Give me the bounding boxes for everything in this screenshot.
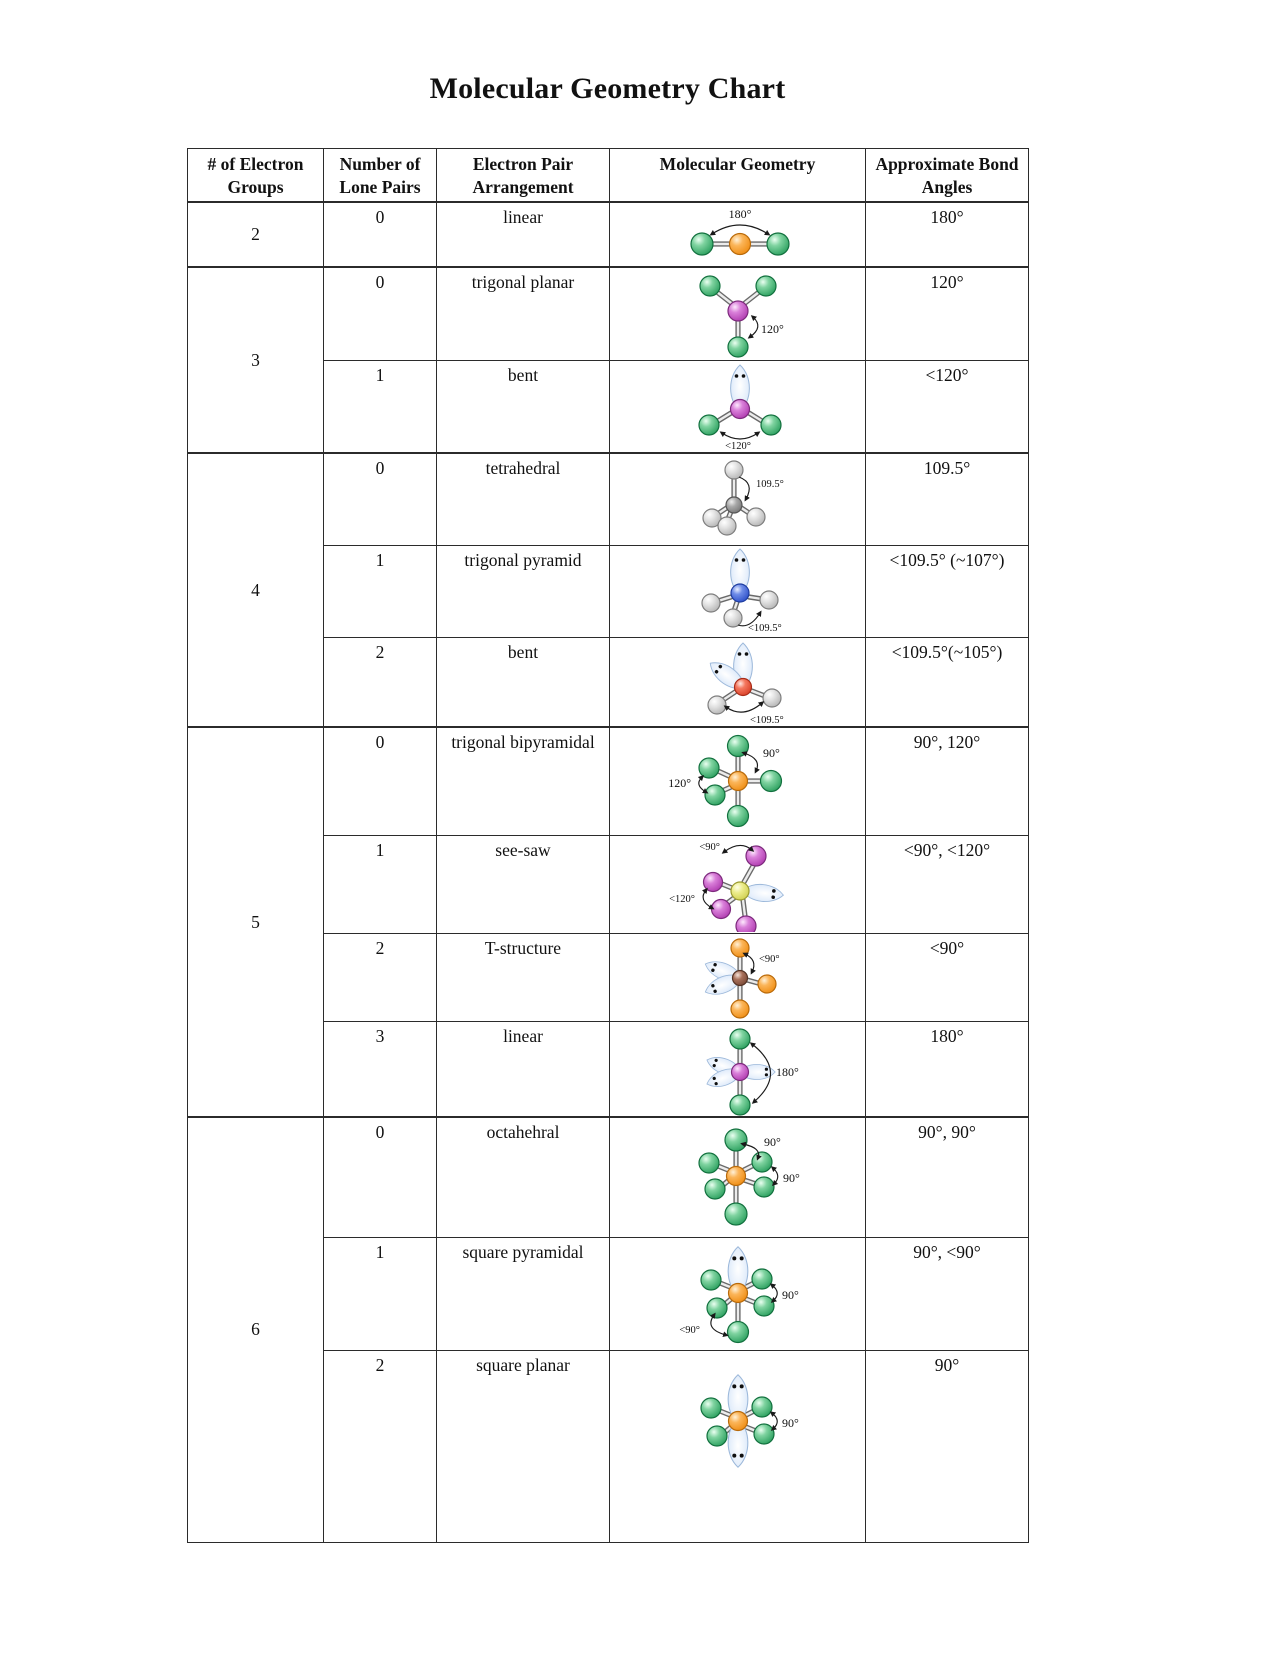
angle-label: 109.5° — [756, 479, 784, 491]
arrangement-cell: bent — [437, 637, 610, 727]
angle-label: 180° — [728, 206, 752, 221]
atom — [760, 591, 778, 609]
angle-label: 90° — [782, 1287, 799, 1302]
electron-groups-cell: 4 — [188, 453, 324, 727]
molecule-linear-diagram — [610, 206, 866, 264]
bond-angles-cell: <90° — [866, 933, 1029, 1021]
angle-arc — [739, 477, 749, 499]
arrangement-cell: square planar — [437, 1350, 610, 1542]
atom — [754, 1177, 774, 1197]
arrangement-cell: bent — [437, 360, 610, 453]
atom — [718, 517, 736, 535]
atom — [725, 1129, 747, 1151]
molecule-octahedral-diagram — [610, 1118, 866, 1236]
bond-angles-cell: <109.5° (~107°) — [866, 545, 1029, 637]
header-arrangement: Electron Pair Arrangement — [437, 149, 610, 203]
atom — [699, 1153, 719, 1173]
header-bond-angles: Approximate Bond Angles — [866, 149, 1029, 203]
angle-label: <90° — [759, 954, 780, 966]
angle-label: <90° — [679, 1324, 700, 1336]
bond — [720, 1283, 730, 1287]
atom — [729, 1411, 748, 1430]
atom — [702, 594, 720, 612]
molecule-cell — [610, 545, 866, 637]
atom — [731, 882, 749, 900]
molecule-cell — [610, 727, 866, 835]
angle-arc — [712, 225, 768, 234]
molecule-bent-4-diagram — [610, 639, 866, 725]
bond — [718, 413, 731, 421]
atom — [761, 415, 781, 435]
bond-angles-cell: <120° — [866, 360, 1029, 453]
atom — [699, 415, 719, 435]
molecule-cell — [610, 835, 866, 933]
bond — [718, 1166, 728, 1170]
atom — [731, 584, 749, 602]
atom — [733, 971, 748, 986]
bond-angles-cell: 90°, <90° — [866, 1237, 1029, 1350]
molecule-trigonal-bipyramidal-diagram — [610, 729, 866, 833]
molecule-cell — [610, 202, 866, 267]
atom — [701, 1270, 721, 1290]
atom — [731, 1000, 749, 1018]
atom — [724, 609, 742, 627]
header-row — [188, 149, 1029, 203]
angle-label: <120° — [725, 441, 751, 452]
atom — [752, 1397, 772, 1417]
atom — [767, 233, 789, 255]
atom — [726, 497, 742, 513]
table-row — [188, 1117, 1029, 1237]
angle-label: <120° — [669, 894, 695, 906]
electron-groups-cell: 6 — [188, 1117, 324, 1542]
atom — [705, 785, 725, 805]
atom — [732, 1063, 749, 1080]
angle-label: <109.5° — [750, 714, 784, 725]
angle-arc — [703, 890, 712, 908]
molecule-linear-axial-diagram — [610, 1022, 866, 1116]
molecule-cell — [610, 933, 866, 1021]
molecule-cell — [610, 453, 866, 545]
molecule-trigonal-planar-diagram — [610, 269, 866, 359]
atom — [752, 1152, 772, 1172]
bond — [717, 292, 731, 303]
bond-angles-cell: 180° — [866, 1021, 1029, 1117]
header-lone-pairs: Number of Lone Pairs — [324, 149, 437, 203]
arrangement-cell: trigonal bipyramidal — [437, 727, 610, 835]
angle-label: <109.5° — [748, 623, 782, 635]
lone-pairs-cell: 0 — [324, 1117, 437, 1237]
arrangement-cell: octahehral — [437, 1117, 610, 1237]
lone-pairs-cell: 0 — [324, 453, 437, 545]
bond — [720, 1411, 730, 1415]
atom — [730, 233, 751, 254]
lone-pairs-cell: 0 — [324, 727, 437, 835]
angle-label: 180° — [776, 1064, 799, 1079]
molecule-trigonal-pyramid-diagram — [610, 547, 866, 635]
angle-label: 120° — [668, 776, 691, 791]
atom — [728, 337, 748, 357]
lone-pairs-cell: 1 — [324, 835, 437, 933]
bond-angles-cell: 180° — [866, 202, 1029, 267]
bond-angles-cell: 90°, 90° — [866, 1117, 1029, 1237]
angle-arc — [750, 317, 758, 337]
atom — [754, 1424, 774, 1444]
atom — [708, 696, 726, 714]
table-row — [188, 727, 1029, 835]
arrangement-cell: tetrahedral — [437, 453, 610, 545]
molecule-t-structure-diagram — [610, 934, 866, 1020]
electron-groups-cell: 3 — [188, 267, 324, 453]
molecule-cell — [610, 1350, 866, 1542]
header-molecular-geometry: Molecular Geometry — [610, 149, 866, 203]
angle-label: 120° — [761, 321, 784, 336]
molecule-cell — [610, 1117, 866, 1237]
molecule-bent-3-diagram — [610, 361, 866, 451]
table-row — [188, 202, 1029, 267]
bond — [723, 692, 735, 700]
atom — [736, 916, 756, 932]
page-title: Molecular Geometry Chart — [429, 72, 786, 105]
atom — [756, 276, 776, 296]
atom — [700, 276, 720, 296]
angle-label: 90° — [764, 1135, 781, 1150]
atom — [758, 975, 776, 993]
atom — [701, 1398, 721, 1418]
atom — [728, 301, 748, 321]
atom — [691, 233, 713, 255]
atom — [763, 689, 781, 707]
atom — [730, 1095, 750, 1115]
arrangement-cell: see-saw — [437, 835, 610, 933]
angle-arc — [772, 1413, 777, 1429]
bond-angles-cell: 90°, 120° — [866, 727, 1029, 835]
molecule-cell — [610, 360, 866, 453]
angle-arc — [744, 753, 758, 771]
angle-arc — [772, 1285, 777, 1301]
atom — [707, 1298, 727, 1318]
atom — [712, 900, 731, 919]
arrangement-cell: T-structure — [437, 933, 610, 1021]
arrangement-cell: square pyramidal — [437, 1237, 610, 1350]
atom — [730, 1029, 750, 1049]
molecule-see-saw-diagram — [610, 836, 866, 932]
atom — [752, 1269, 772, 1289]
atom — [705, 1179, 725, 1199]
lone-pairs-cell: 1 — [324, 360, 437, 453]
bond — [749, 413, 762, 421]
atom — [729, 1283, 748, 1302]
molecule-cell — [610, 1237, 866, 1350]
angle-arc — [726, 703, 762, 712]
atom — [729, 772, 748, 791]
molecule-cell — [610, 637, 866, 727]
molecule-square-pyramidal-diagram — [610, 1239, 866, 1349]
angle-arc — [745, 954, 754, 972]
lone-pairs-cell: 2 — [324, 1350, 437, 1542]
lone-pairs-cell: 3 — [324, 1021, 437, 1117]
table-row — [188, 453, 1029, 545]
bond — [718, 771, 729, 776]
angle-label: 90° — [763, 746, 780, 761]
atom — [704, 873, 723, 892]
atom — [727, 1167, 746, 1186]
angle-arc — [699, 777, 706, 792]
bond-angles-cell: 109.5° — [866, 453, 1029, 545]
bond-angles-cell: <90°, <120° — [866, 835, 1029, 933]
header-electron-groups: # of Electron Groups — [188, 149, 324, 203]
lone-pairs-cell: 1 — [324, 545, 437, 637]
atom — [707, 1426, 727, 1446]
molecule-cell — [610, 267, 866, 360]
molecular-geometry-table — [187, 148, 1029, 1543]
angle-arc — [773, 1168, 778, 1184]
lone-pairs-cell: 0 — [324, 202, 437, 267]
angle-label: 90° — [782, 1415, 799, 1430]
arrangement-cell: linear — [437, 202, 610, 267]
bond-angles-cell: 90° — [866, 1350, 1029, 1542]
molecule-cell — [610, 1021, 866, 1117]
bond — [747, 980, 758, 983]
molecule-tetrahedral-diagram — [610, 455, 866, 543]
atom — [728, 1321, 749, 1342]
lone-pairs-cell: 2 — [324, 933, 437, 1021]
lone-pairs-cell: 2 — [324, 637, 437, 727]
angle-label: 90° — [783, 1171, 800, 1186]
atom — [735, 678, 752, 695]
bond — [745, 292, 759, 303]
lone-pairs-cell: 0 — [324, 267, 437, 360]
bond-angles-cell: 120° — [866, 267, 1029, 360]
lone-pairs-cell: 1 — [324, 1237, 437, 1350]
bond — [744, 866, 753, 882]
atom — [754, 1296, 774, 1316]
table-row — [188, 267, 1029, 360]
angle-arc — [722, 433, 758, 439]
atom — [746, 846, 766, 866]
arrangement-cell: trigonal pyramid — [437, 545, 610, 637]
arrangement-cell: trigonal planar — [437, 267, 610, 360]
bond-angles-cell: <109.5°(~105°) — [866, 637, 1029, 727]
atom — [699, 758, 719, 778]
arrangement-cell: linear — [437, 1021, 610, 1117]
electron-groups-cell: 2 — [188, 202, 324, 267]
atom — [725, 461, 743, 479]
molecule-square-planar-diagram — [610, 1359, 866, 1499]
atom — [731, 400, 750, 419]
atom — [728, 806, 749, 827]
atom — [747, 508, 765, 526]
angle-label: <90° — [699, 842, 720, 854]
atom — [725, 1203, 747, 1225]
bond — [722, 884, 732, 888]
bond — [743, 900, 745, 916]
atom — [761, 771, 782, 792]
electron-groups-cell: 5 — [188, 727, 324, 1117]
